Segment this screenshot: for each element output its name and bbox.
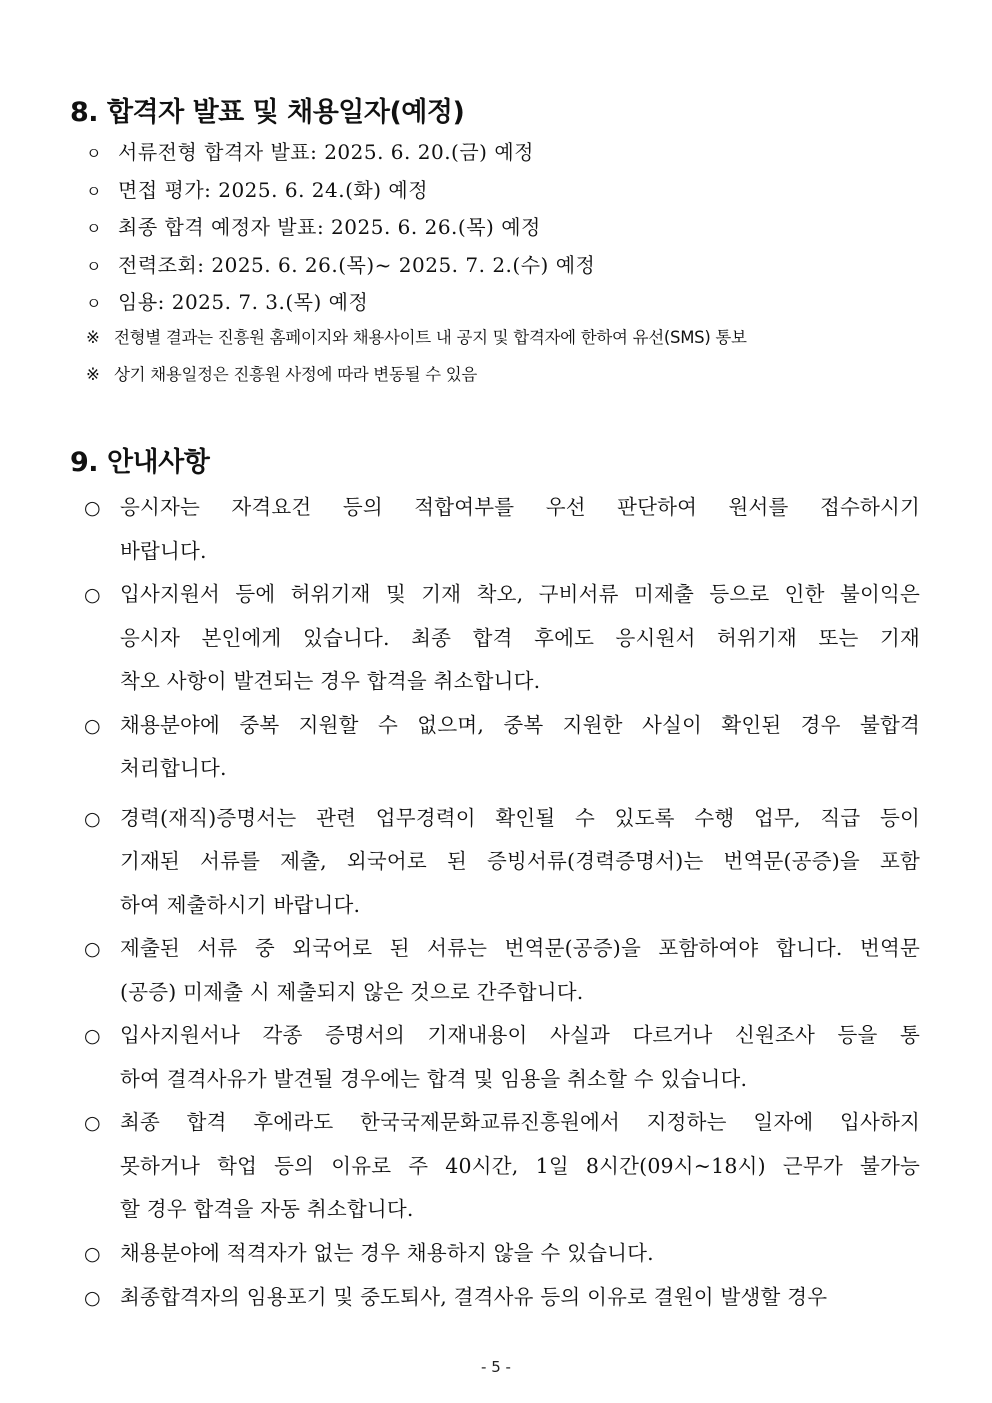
guidance-item	[84, 927, 920, 1014]
schedule-item	[86, 136, 936, 174]
bullet: ○	[84, 714, 101, 737]
guidance-item-text	[120, 704, 920, 791]
section-8-heading: 8. 합격자 발표 및 채용일자(예정)	[70, 97, 465, 128]
text-line: 바랍니다.	[120, 538, 207, 563]
guidance-item	[84, 486, 920, 573]
text-line: 처리합니다.	[120, 756, 227, 780]
schedule-item	[86, 249, 936, 287]
guidance-item	[84, 704, 920, 791]
bullet: ○	[84, 584, 101, 606]
guidance-item-text	[120, 927, 920, 1014]
guidance-item-text	[120, 486, 920, 573]
section-9-heading: 9. 안내사항	[70, 447, 210, 478]
schedule-item-text: 임용: 2025. 7. 3.(목) 예정	[118, 290, 369, 314]
text-line: 하여 제출하시기 바랍니다.	[120, 892, 361, 917]
bullet: ○	[84, 1112, 101, 1134]
bullet: ㅇ	[86, 181, 102, 201]
schedule-item	[86, 211, 936, 249]
schedule-list	[86, 136, 936, 398]
note-item	[86, 361, 936, 398]
text-line: 최종 합격 후에라도 한국국제문화교류진흥원에서 지정하는 일자에 입사하지	[120, 1110, 920, 1134]
guidance-item	[84, 1101, 920, 1232]
bullet: ○	[84, 1286, 101, 1309]
guidance-item	[84, 1232, 920, 1276]
guidance-item-text	[120, 573, 920, 704]
schedule-item-text: 서류전형 합격자 발표: 2025. 6. 20.(금) 예정	[118, 140, 534, 164]
schedule-item-text: 최종 합격 예정자 발표: 2025. 6. 26.(목) 예정	[118, 215, 541, 239]
text-line: 할 경우 합격을 자동 취소합니다.	[120, 1197, 414, 1221]
guidance-item-text	[120, 1232, 920, 1276]
bullet: ㅇ	[86, 219, 102, 238]
text-line: 응시자는 자격요건 등의 적합여부를 우선 판단하여 원서를 접수하시기	[120, 495, 920, 519]
bullet: ㅇ	[86, 294, 102, 313]
bullet: ○	[84, 497, 101, 519]
note-item	[86, 324, 936, 361]
note-text: 상기 채용일정은 진흥원 사정에 따라 변동될 수 있음	[114, 364, 478, 384]
page-number: - 5 -	[481, 1358, 511, 1376]
text-line: 경력(재직)증명서는 관련 업무경력이 확인될 수 있도록 수행 업무, 직급 등이	[120, 805, 920, 830]
bullet: ○	[84, 1025, 101, 1047]
schedule-item-text: 면접 평가: 2025. 6. 24.(화) 예정	[118, 177, 429, 202]
guidance-item-text	[120, 1014, 920, 1101]
text-line: 채용분야에 적격자가 없는 경우 채용하지 않을 수 있습니다.	[120, 1240, 654, 1265]
guidance-item	[84, 573, 920, 704]
bullet: ○	[84, 938, 101, 960]
guidance-item	[84, 1276, 920, 1320]
text-line: 하여 결격사유가 발견될 경우에는 합격 및 임용을 취소할 수 있습니다.	[120, 1066, 748, 1091]
schedule-item	[86, 174, 936, 212]
schedule-item	[86, 286, 936, 324]
text-line: 입사지원서나 각종 증명서의 기재내용이 사실과 다르거나 신원조사 등을 통	[120, 1023, 920, 1047]
text-line: 최종합격자의 임용포기 및 중도퇴사, 결격사유 등의 이유로 결원이 발생할 경우	[120, 1284, 828, 1309]
note-text: 전형별 결과는 진흥원 홈페이지와 채용사이트 내 공지 및 합격자에 한하여 유선(SMS) 통보	[114, 327, 747, 347]
guidance-item-text	[120, 1276, 920, 1320]
text-line: 못하거나 학업 등의 이유로 주 40시간, 1일 8시간(09시~18시) 근무가 불가능	[120, 1153, 920, 1178]
text-line: 착오 사항이 발견되는 경우 합격을 취소합니다.	[120, 669, 541, 693]
bullet: ㅇ	[86, 144, 102, 163]
text-line: 응시자 본인에게 있습니다. 최종 합격 후에도 응시원서 허위기재 또는 기재	[120, 625, 920, 650]
text-line: 채용분야에 중복 지원할 수 없으며, 중복 지원한 사실이 확인된 경우 불합격	[120, 712, 920, 737]
bullet: ㅇ	[86, 256, 102, 276]
text-line: (공증) 미제출 시 제출되지 않은 것으로 간주합니다.	[120, 979, 584, 1004]
guidance-item	[84, 797, 920, 928]
note-mark: ※	[86, 327, 100, 347]
schedule-item-text: 전력조회: 2025. 6. 26.(목)~ 2025. 7. 2.(수) 예정	[118, 252, 596, 277]
bullet: ○	[84, 1242, 101, 1265]
note-mark: ※	[86, 364, 100, 384]
text-line: 기재된 서류를 제출, 외국어로 된 증빙서류(경력증명서)는 번역문(공증)을 포함	[120, 849, 920, 873]
text-line: 제출된 서류 중 외국어로 된 서류는 번역문(공증)을 포함하여야 합니다. 번역문	[120, 936, 920, 960]
guidance-item-text	[120, 797, 920, 928]
guidance-item-text	[120, 1101, 920, 1232]
guidance-list	[84, 486, 920, 1320]
text-line: 입사지원서 등에 허위기재 및 기재 착오, 구비서류 미제출 등으로 인한 불이익은	[120, 582, 920, 606]
guidance-item	[84, 1014, 920, 1101]
bullet: ○	[84, 807, 101, 830]
